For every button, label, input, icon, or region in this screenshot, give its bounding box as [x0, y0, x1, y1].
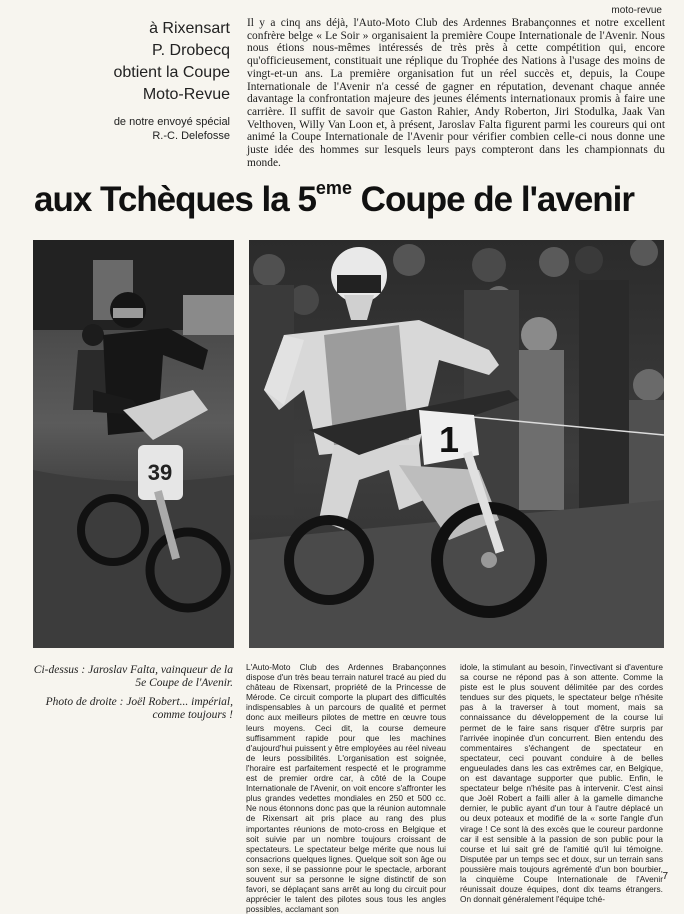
article-headline	[34, 180, 674, 220]
caption-falta: Ci-dessus : Jaroslav Falta, vainqueur de la 5e Coupe de l'Avenir.	[33, 664, 233, 689]
byline-author: R.-C. Delefosse	[152, 130, 230, 142]
article-sidebar	[30, 18, 230, 143]
byline-role: de notre envoyé spécial	[113, 116, 230, 128]
headline-pre: aux Tchèques la 5	[34, 180, 316, 219]
body-column-2: idole, la stimulant au besoin, l'invectivant si d'aventure sa course ne répond pas à son attente. Comme la piste est le plus souvent délimitée par des cordes tendues sur des piquets, le spectateur belge n'hésite pas à la traverser à tout moment, mais sa connaissance du développement de la course lui permet de le faire sans risquer d'être surpris par l'arrivée inopinée d'un concurrent. Bien entendu des commentaires s'échangent de spectateur en spectateur, ceci pouvant conduire à de belles engueulades dans les cas extrêmes car, en Belgique, on est davantage supporter que public. Enfin, le spectateur belge n'hésite pas à intervenir. C'est ainsi que Joël Robert a failli aller à la gamelle dimanche dernier, le public ayant d'un tour à l'autre déplacé un ou deux poteaux et modifié de la « sorte l'angle d'un virage ! Ce sont là des excès que le coureur pardonne car il est sensible à la passion de son public pour la course et lui sait gré de l'amitié qu'il lui témoigne. Disputée par un temps sec et doux, sur un terrain sans poussière mais toujours agrémenté d'un bon bourbier, la cinquième Coupe Internationale de l'Avenir réunissait douze équipes, dont dix teams étrangers. On donnait généralement l'équipe tché-	[460, 662, 663, 905]
intro-paragraph: Il y a cinq ans déjà, l'Auto-Moto Club des Ardennes Brabançonnes et notre excellent confrère belge « Le Soir » organisaient la première Coupe Internationale de l'Avenir. Nous nous étions nous-mêmes intéressés de très près à cette compétition qui, encore qu'officieusement, constituait une réplique du Trophée des Nations à l'usage des moins de vingt-et-un ans. La première organisation fut un réel succès et, depuis, la Coupe Internationale de l'Avenir n'a cessé de gagner en réputation, devenant chaque année davantage la confrontation majeure des jeunes éléments internationaux promis à faire une carrière. Il suffit de savoir que Gaston Rahier, Andy Roberton, Jiri Stodulka, Jaak Van Velthoven, Willy Van Loon et, à présent, Jaroslav Falta figurent parmi les coureurs qui ont animé la Coupe Internationale de l'Avenir pour vérifier combien celle-ci nous donne une juste idée des hommes sur lesquels leurs pays compteront dans les championnats du monde.	[247, 17, 665, 169]
caption-robert: Photo de droite : Joël Robert... impérial, comme toujours !	[45, 696, 233, 721]
magazine-running-head: moto-revue	[611, 5, 662, 16]
sidebar-winner: P. Drobecq	[152, 42, 230, 59]
sidebar-cup: Moto-Revue	[142, 86, 230, 103]
headline-superscript: eme	[315, 178, 352, 198]
body-column-1: L'Auto-Moto Club des Ardennes Brabançonnes dispose d'un très beau terrain naturel tracé au pied du château de Rixensart, propriété de la Princesse de Mérode. Ce circuit comporte la plupart des difficultés indispensables à un parcours de qualité et permet donc aux meilleurs pilotes de mettre en œuvre tous leurs moyens. Ceci dit, la course demeure suffisamment rapide pour que les machines d'aujourd'hui puissent y être employées au réel niveau de leurs possibilités. L'organisation est soignée, l'horaire est parfaitement respecté et le programme est de premier ordre car, à côté de la Coupe Internationale de l'Avenir, on voit encore s'affronter les plus grandes vedettes mondiales en 250 et 500 cc. Ne nous étonnons donc pas que la réunion automnale de Rixensart ait pris place au rang des plus importantes réunions de moto-cross en Belgique et soit suivie par un nombre toujours croissant de spectateurs. Le spectateur belge mérite que nous lui consacrions quelques lignes. Quelque soit son âge ou son sexe, il se passionne pour le spectacle, arborant souvent sur sa personne le signe distinctif de son favori, se déplaçant sans arrêt au long du circuit pour apprécier le talent des pilotes sous tous les angles possibles, acclamant son	[246, 662, 446, 914]
photo-falta-number: 39	[147, 460, 173, 485]
page-number: 7	[662, 871, 668, 882]
photo-robert-number: 1	[438, 419, 460, 460]
headline-post: Coupe de l'avenir	[351, 180, 635, 219]
photo-robert	[249, 240, 664, 648]
sidebar-result: obtient la Coupe	[113, 64, 230, 81]
sidebar-location: à Rixensart	[149, 20, 230, 37]
photo-falta	[33, 240, 234, 648]
